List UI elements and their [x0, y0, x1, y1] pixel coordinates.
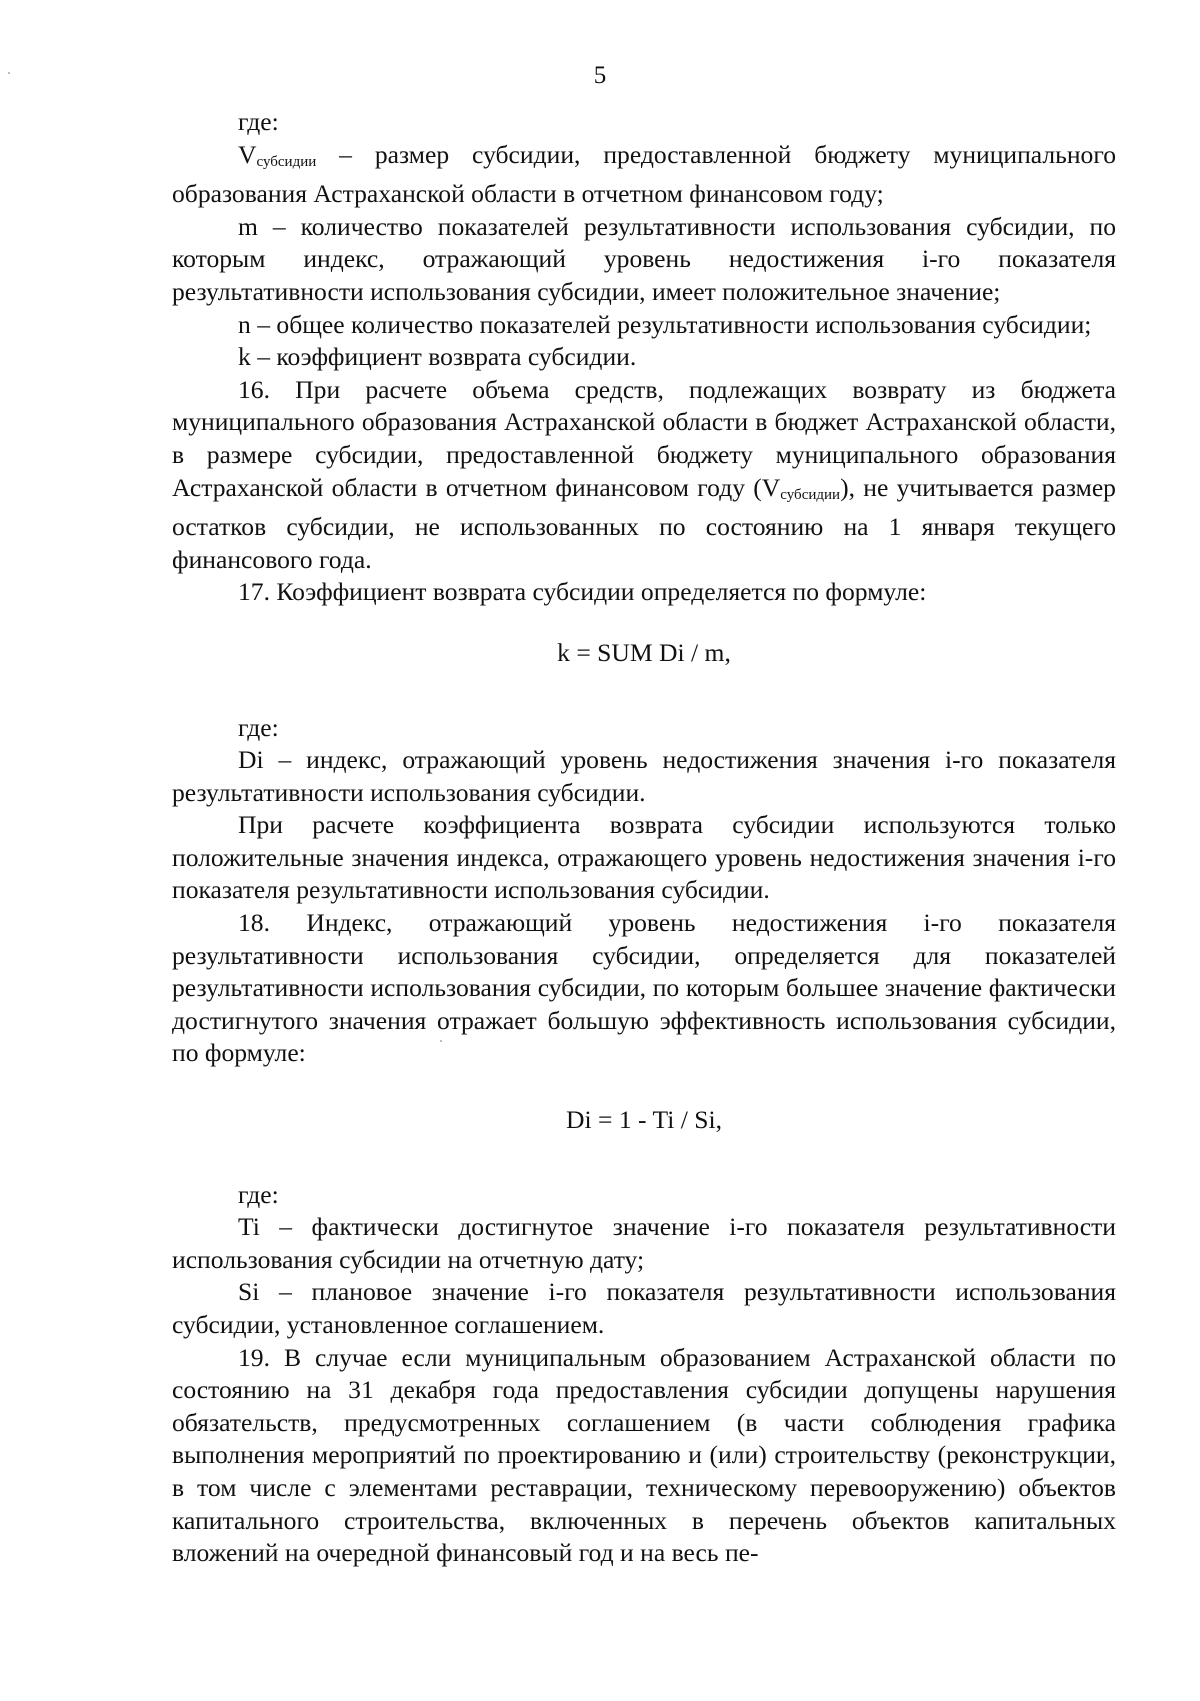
- paragraph-17: 17. Коэффициент возврата субсидии определяется по формуле:: [238, 577, 927, 607]
- paragraph-si-definition: Si – плановое значение i-го показателя результативности использования субсидии, установленное соглашением.: [172, 1277, 1116, 1339]
- paragraph-n-definition: n – общее количество показателей результативности использования субсидии;: [238, 309, 1092, 339]
- paragraph-16: [172, 374, 1116, 577]
- formula-k: k = SUM Di / m,: [557, 637, 731, 667]
- paragraph-m-definition: m – количество показателей результативности использования субсидии, по которым индекс, отражающий уровень недостижения i-го показателя результативности использования субсидии, имеет положительное значение;: [172, 211, 1116, 306]
- scan-speck: [8, 72, 10, 74]
- paragraph-16-subscript: субсидии: [780, 486, 841, 503]
- document-body: [172, 106, 1116, 1570]
- variable-v: V: [238, 139, 257, 169]
- paragraph-19: 19. В случае если муниципальным образованием Астраханской области по состоянию на 31 декабря года предоставления субсидии допущены нарушения обязательств, предусмотренных соглашением (в части соблюдения графика выполнения мероприятий по проектированию и (или) строительству (реконструкции, в том числе с элементами реставрации, техническому перевооружению) объектов капитального строительства, включенных в перечень объектов капитальных вложений на очередной финансовый год и на весь пе-: [172, 1342, 1116, 1568]
- paragraph-where-1: где:: [238, 107, 279, 136]
- paragraph-v-subsidy-definition: [172, 139, 1116, 211]
- subscript-subsidy: субсидии: [256, 153, 317, 170]
- formula-di: Di = 1 - Ti / Si,: [566, 1105, 722, 1135]
- paragraph-16-part2: ), не учитывается размер остатков субсидии, не использованных по состоянию на 1 января текущего финансового года.: [172, 472, 1116, 574]
- v-definition-text: – размер субсидии, предоставленной бюджету муниципального образования Астраханской области в отчетном финансовом году;: [172, 139, 1116, 209]
- paragraph-where-2: где:: [238, 712, 279, 742]
- paragraph-16-part1: 16. При расчете объема средств, подлежащих возврату из бюджета муниципального образования Астраханской области в бюджет Астраханской области, в размере субсидии, предоставленной бюджету муниципального образования Астраханской области в отчетном финансовом году (V: [172, 374, 1116, 502]
- paragraph-ti-definition: Ti – фактически достигнутое значение i-го показателя результативности использования субсидии на отчетную дату;: [172, 1212, 1116, 1274]
- paragraph-k-definition: k – коэффициент возврата субсидии.: [238, 342, 637, 372]
- paragraph-where-3: где:: [238, 1179, 279, 1209]
- paragraph-18: 18. Индекс, отражающий уровень недостижения i-го показателя результативности использования субсидии, определяется для показателей результативности использования субсидии, по которым большее значение фактически достигнутого значения отражает большую эффективность использования субсидии, по формуле:: [172, 908, 1116, 1068]
- paragraph-positive-values: При расчете коэффициента возврата субсидии используются только положительные значения индекса, отражающего уровень недостижения значения i-го показателя результативности использования субсидии.: [172, 810, 1116, 905]
- paragraph-di-definition: Di – индекс, отражающий уровень недостижения значения i-го показателя результативности использования субсидии.: [172, 745, 1116, 807]
- scan-speck: [440, 1040, 442, 1042]
- page-number: 5: [593, 62, 607, 89]
